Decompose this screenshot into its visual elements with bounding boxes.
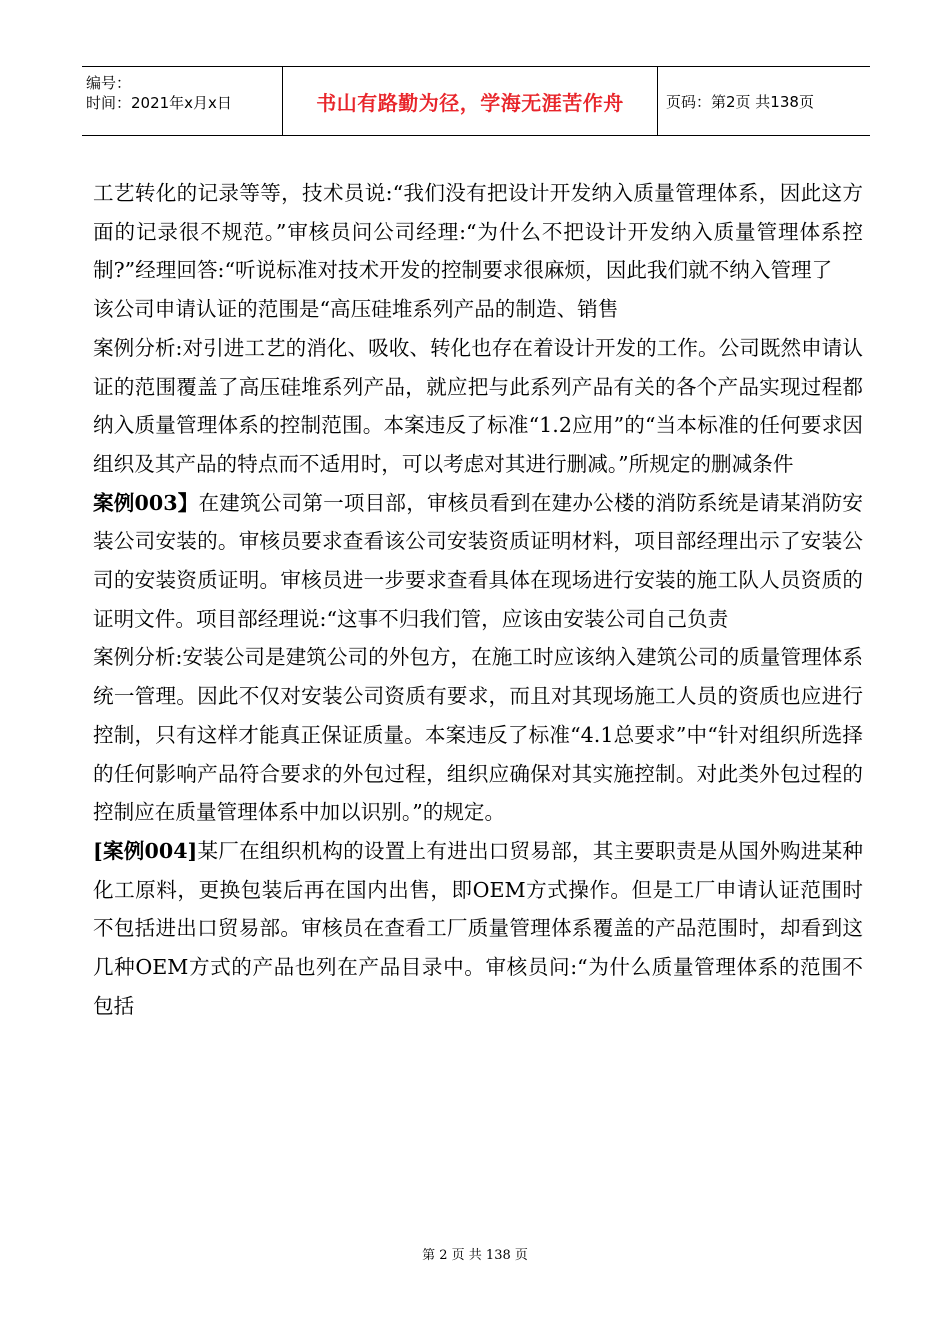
paragraph-3 — [93, 329, 863, 484]
header-page-info: 页码：第2页 共138页 — [666, 92, 814, 111]
paragraph-2 — [93, 290, 863, 329]
case-003-tag: 案例003】 — [93, 490, 199, 515]
header-page-cell — [658, 67, 870, 135]
header-meta-cell — [82, 67, 283, 135]
footer-page-number: 第 2 页 共 138 页 — [422, 1248, 528, 1263]
paragraph-3-text: 案例分析:对引进工艺的消化、吸收、转化也存在着设计开发的工作。公司既然申请认证的范围覆盖了高压硅堆系列产品，就应把与此系列产品有关的各个产品实现过程都纳入质量管理体系的控制范围。本案违反了标准“1.2应用”的“当本标准的任何要求因组织及其产品的特点而不适用时，可以考虑对其进行删减。”所规定的删减条件 — [93, 335, 863, 476]
paragraph-5-text: 案例分析:安装公司是建筑公司的外包方，在施工时应该纳入建筑公司的质量管理体系统一管理。因此不仅对安装公司资质有要求，而且对其现场施工人员的资质也应进行控制，只有这样才能真正保证质量。本案违反了标准“4.1总要求”中“针对组织所选择的任何影响产品符合要求的外包过程，组织应确保对其实施控制。对此类外包过程的控制应在质量管理体系中加以识别。”的规定。 — [93, 645, 863, 825]
paragraph-6 — [93, 832, 863, 1026]
header-motto-cell — [283, 67, 658, 135]
document-body — [93, 174, 863, 1025]
document-date-label: 时间：2021年x月x日 — [86, 94, 232, 112]
paragraph-4-text: 在建筑公司第一项目部，审核员看到在建办公楼的消防系统是请某消防安装公司安装的。审核员要求查看该公司安装资质证明材料，项目部经理出示了安装公司的安装资质证明。审核员进一步要求查看具体在现场进行安装的施工队人员资质的证明文件。项目部经理说:“这事不归我们管，应该由安装公司自己负责 — [93, 490, 863, 631]
paragraph-2-text: 该公司申请认证的范围是“高压硅堆系列产品的制造、销售 — [93, 297, 619, 322]
case-004-tag: [案例004] — [93, 838, 198, 863]
paragraph-5 — [93, 638, 863, 832]
document-number-label: 编号： — [86, 74, 132, 92]
page-footer — [0, 1244, 950, 1263]
paragraph-4 — [93, 484, 863, 639]
page-header — [82, 66, 870, 136]
paragraph-1-text: 工艺转化的记录等等，技术员说:“我们没有把设计开发纳入质量管理体系，因此这方面的记录很不规范。”审核员问公司经理:“为什么不把设计开发纳入质量管理体系控制?”经理回答:“听说标准对技术开发的控制要求很麻烦，因此我们就不纳入管理了 — [93, 181, 863, 283]
paragraph-6-text: 某厂在组织机构的设置上有进出口贸易部，其主要职责是从国外购进某种化工原料，更换包装后再在国内出售，即OEM方式操作。但是工厂申请认证范围时不包括进出口贸易部。审核员在查看工厂质量管理体系覆盖的产品范围时，却看到这几种OEM方式的产品也列在产品目录中。审核员问:“为什么质量管理体系的范围不包括 — [93, 838, 863, 1018]
header-motto: 书山有路勤为径，学海无涯苦作舟 — [316, 90, 624, 115]
paragraph-1 — [93, 174, 863, 290]
